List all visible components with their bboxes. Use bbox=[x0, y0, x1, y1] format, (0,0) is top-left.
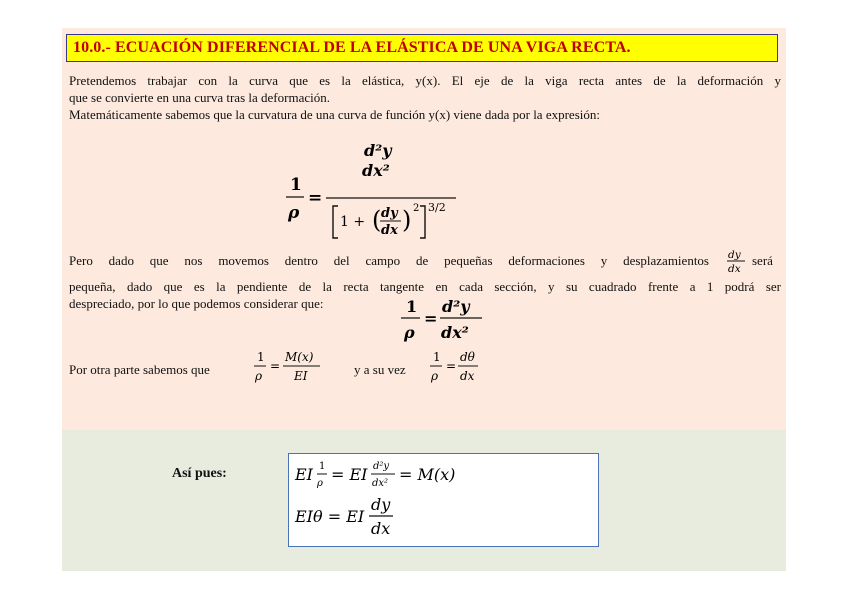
paragraph-3-line-2: pequeña, dado que es la pendiente de la recta tangente en cada sección, y su cuadrado frente a 1 podrá ser bbox=[69, 279, 781, 294]
svg-text:1: 1 bbox=[406, 297, 418, 316]
svg-text:M(x): M(x) bbox=[285, 350, 314, 364]
svg-text:d²y: d²y bbox=[442, 297, 470, 316]
paragraph-3-line-3: despreciado, por lo que podemos considerar que: bbox=[69, 296, 324, 311]
svg-text:1: 1 bbox=[319, 461, 326, 472]
svg-text:EI: EI bbox=[295, 465, 313, 484]
formula-exp-two: 2 bbox=[413, 203, 420, 214]
svg-text:ρ: ρ bbox=[255, 369, 263, 383]
svg-text:ρ: ρ bbox=[404, 323, 415, 342]
paragraph-3-line-1: Pero dado que nos movemos dentro del campo de pequeñas deformaciones y desplazamientos bbox=[69, 253, 709, 268]
result-formula-box bbox=[288, 453, 599, 547]
svg-text:dθ: dθ bbox=[460, 350, 475, 364]
svg-text:dx: dx bbox=[460, 369, 475, 383]
paragraph-4-middle: y a su vez bbox=[354, 362, 406, 377]
paragraph-4-start: Por otra parte sabemos que bbox=[69, 362, 210, 377]
slide-title: 10.0.- ECUACIÓN DIFERENCIAL DE LA ELÁSTICA DE UNA VIGA RECTA. bbox=[73, 39, 631, 56]
svg-text:= EI: = EI bbox=[331, 465, 368, 484]
svg-text:=: = bbox=[308, 188, 323, 208]
formula-inner-dx: dx bbox=[381, 223, 398, 238]
svg-text:d²y: d²y bbox=[373, 461, 390, 472]
paragraph-1-line-2: que se convierte en una curva tras la deformación. bbox=[69, 90, 330, 105]
svg-text:=: = bbox=[446, 359, 457, 373]
curvature-formula bbox=[280, 140, 470, 240]
svg-text:(: ( bbox=[372, 206, 382, 234]
svg-text:ρ: ρ bbox=[431, 369, 439, 383]
svg-text:1: 1 bbox=[257, 350, 265, 364]
title-box bbox=[66, 34, 778, 62]
simplified-formula bbox=[398, 292, 488, 342]
svg-text:EI: EI bbox=[294, 369, 308, 383]
formula-bracket-one: 1 + bbox=[340, 214, 366, 230]
svg-text:= M(x): = M(x) bbox=[399, 465, 456, 484]
conclusion-label: Así pues: bbox=[172, 466, 227, 481]
formula-d2y: d²y bbox=[364, 141, 392, 160]
result-formulas bbox=[289, 454, 597, 546]
svg-text:dx²: dx² bbox=[372, 478, 389, 489]
svg-text:1: 1 bbox=[433, 350, 441, 364]
inline-dy-dx bbox=[726, 246, 748, 276]
svg-text:dx: dx bbox=[371, 519, 391, 538]
svg-text:dx²: dx² bbox=[441, 323, 469, 342]
svg-text:dy: dy bbox=[728, 249, 741, 261]
svg-text:dy: dy bbox=[371, 495, 391, 514]
svg-text:dx: dx bbox=[728, 263, 741, 275]
paragraph-1-line-1: Pretendemos trabajar con la curva que es la elástica, y(x). El eje de la viga recta antes de la deformación y bbox=[69, 73, 781, 88]
formula-one: 1 bbox=[290, 175, 302, 195]
moment-curvature-formula bbox=[250, 346, 326, 386]
svg-text:): ) bbox=[402, 206, 412, 234]
formula-rho: ρ bbox=[288, 203, 300, 223]
svg-text:=: = bbox=[270, 359, 281, 373]
svg-text:=: = bbox=[424, 309, 438, 328]
paragraph-3-line-1-end: será bbox=[752, 253, 773, 268]
paragraph-2: Matemáticamente sabemos que la curvatura de una curva de función y(x) viene dada por la expresión: bbox=[69, 107, 600, 122]
formula-exp-three-halves: 3/2 bbox=[428, 201, 446, 214]
formula-inner-dy: dy bbox=[381, 206, 398, 221]
svg-text:ρ: ρ bbox=[317, 478, 323, 489]
slide bbox=[62, 28, 786, 571]
formula-dx2: dx² bbox=[362, 161, 390, 180]
svg-text:EIθ = EI: EIθ = EI bbox=[295, 507, 365, 526]
angle-curvature-formula bbox=[426, 346, 482, 386]
